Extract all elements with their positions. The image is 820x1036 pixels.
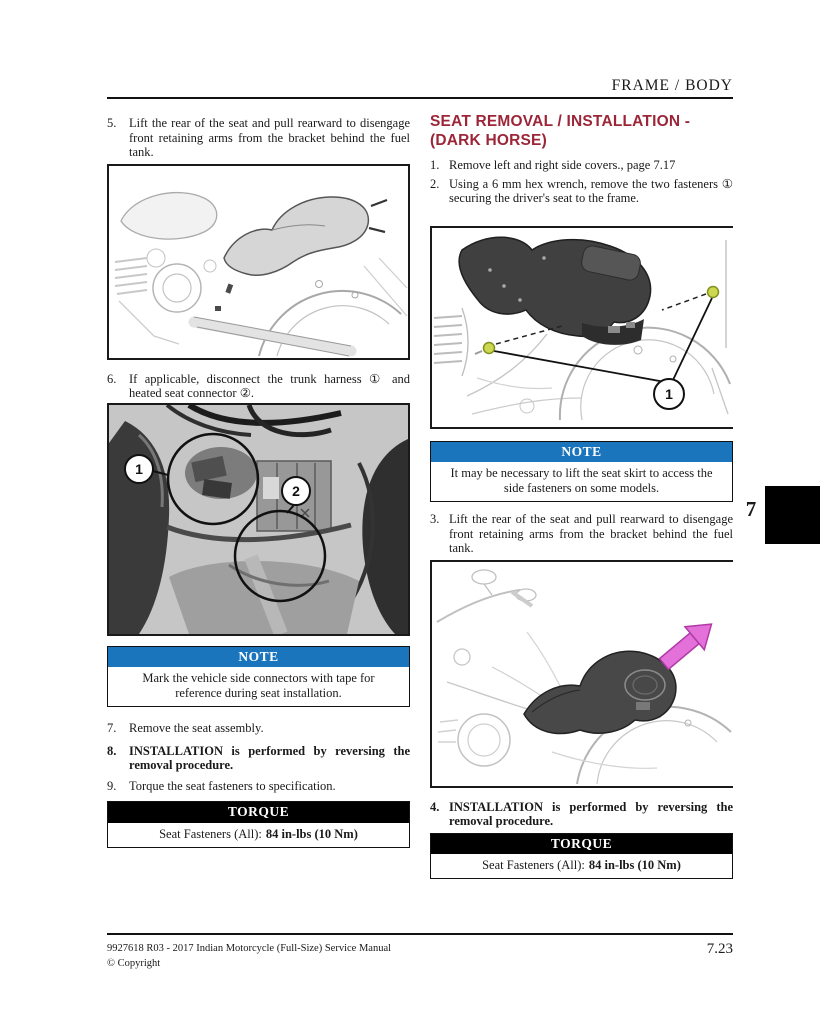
- footer-doc-line2: © Copyright: [107, 958, 161, 970]
- step-text: Torque the seat fasteners to specification.: [129, 778, 336, 793]
- figure-seat-lineart: [107, 164, 410, 360]
- step-text: Remove the seat assembly.: [129, 721, 264, 736]
- step-text: INSTALLATION is performed by reversing the removal procedure.: [449, 799, 733, 829]
- step-text: Lift the rear of the seat and pull rearward to disengage front retaining arms from the bracket behind the fuel tank.: [449, 512, 733, 556]
- callout-1-label: 1: [135, 460, 143, 477]
- step-text: INSTALLATION is performed by reversing the removal procedure.: [129, 743, 410, 773]
- step-2: [430, 177, 733, 206]
- torque-label: Seat Fasteners (All):: [482, 858, 585, 873]
- step-6: [107, 372, 410, 401]
- step-number: 9.: [107, 778, 117, 793]
- torque-spec: [431, 854, 732, 878]
- step-number: 4.: [430, 799, 440, 814]
- page-header-title: FRAME / BODY: [611, 77, 733, 94]
- torque-label: Seat Fasteners (All):: [159, 826, 262, 841]
- step-number: 3.: [430, 512, 440, 527]
- section-heading: SEAT REMOVAL / INSTALLATION - (DARK HORSE): [430, 113, 691, 149]
- step-8: [107, 744, 410, 773]
- torque-title: TORQUE: [431, 834, 732, 855]
- step-number: 5.: [107, 116, 117, 130]
- torque-value: 84 in-lbs (10 Nm): [588, 858, 681, 873]
- step-4: [430, 800, 733, 829]
- note-title: NOTE: [431, 442, 732, 463]
- figure-connectors-photo: [107, 403, 410, 636]
- step-text: If applicable, disconnect the trunk harness ① and heated seat connector ②.: [129, 371, 410, 400]
- step-number: 6.: [107, 371, 117, 386]
- step-text: Remove left and right side covers., page 7.17: [449, 158, 676, 172]
- torque-value: 84 in-lbs (10 Nm): [265, 826, 358, 841]
- header-rule: [107, 97, 733, 99]
- torque-spec: [108, 823, 409, 847]
- figure-seat-fasteners: [430, 226, 733, 429]
- left-column: [107, 116, 410, 862]
- chapter-tab-number: 7: [745, 497, 757, 521]
- note-title: NOTE: [108, 647, 409, 668]
- note-body: Mark the vehicle side connectors with tape for reference during seat installation.: [142, 671, 375, 701]
- footer-rule: [107, 933, 733, 935]
- step-number: 2.: [430, 176, 440, 191]
- fastener-dot-left: [484, 342, 495, 353]
- step-3: [430, 512, 733, 556]
- step-number: 8.: [107, 743, 117, 758]
- right-column: [430, 112, 733, 893]
- step-number: 1.: [430, 158, 440, 172]
- footer-page-number: 7.23: [706, 941, 733, 957]
- note-box-right: [430, 441, 733, 503]
- torque-box-right: [430, 833, 733, 880]
- fastener-dot-right: [708, 286, 719, 297]
- note-body: It may be necessary to lift the seat skirt to access the side fasteners on some models.: [450, 466, 713, 496]
- torque-title: TORQUE: [108, 802, 409, 823]
- torque-box-left: [107, 801, 410, 848]
- step-text: Using a 6 mm hex wrench, remove the two fasteners ① securing the driver's seat to the frame.: [449, 176, 733, 205]
- step-5: [107, 116, 410, 160]
- seat-lineart-drawing: [109, 166, 408, 358]
- step-text: Lift the rear of the seat and pull rearward to disengage front retaining arms from the bracket behind the fuel tank.: [129, 116, 410, 159]
- step-9: [107, 779, 410, 794]
- connectors-photo-drawing: [109, 405, 408, 634]
- seat-removal-drawing: [432, 562, 733, 786]
- step-7: [107, 721, 410, 736]
- step-1: [430, 158, 733, 173]
- seat-fasteners-drawing: [432, 228, 733, 427]
- footer-doc-line1: 9927618 R03 - 2017 Indian Motorcycle (Full-Size) Service Manual: [107, 943, 392, 954]
- footer-doc-info: [107, 941, 391, 971]
- step-number: 7.: [107, 721, 117, 736]
- callout-1-label: 1: [665, 385, 673, 402]
- note-box-left: [107, 646, 410, 708]
- callout-2-label: 2: [292, 482, 300, 499]
- chapter-tab: [765, 486, 820, 544]
- figure-seat-removal-arrow: [430, 560, 733, 788]
